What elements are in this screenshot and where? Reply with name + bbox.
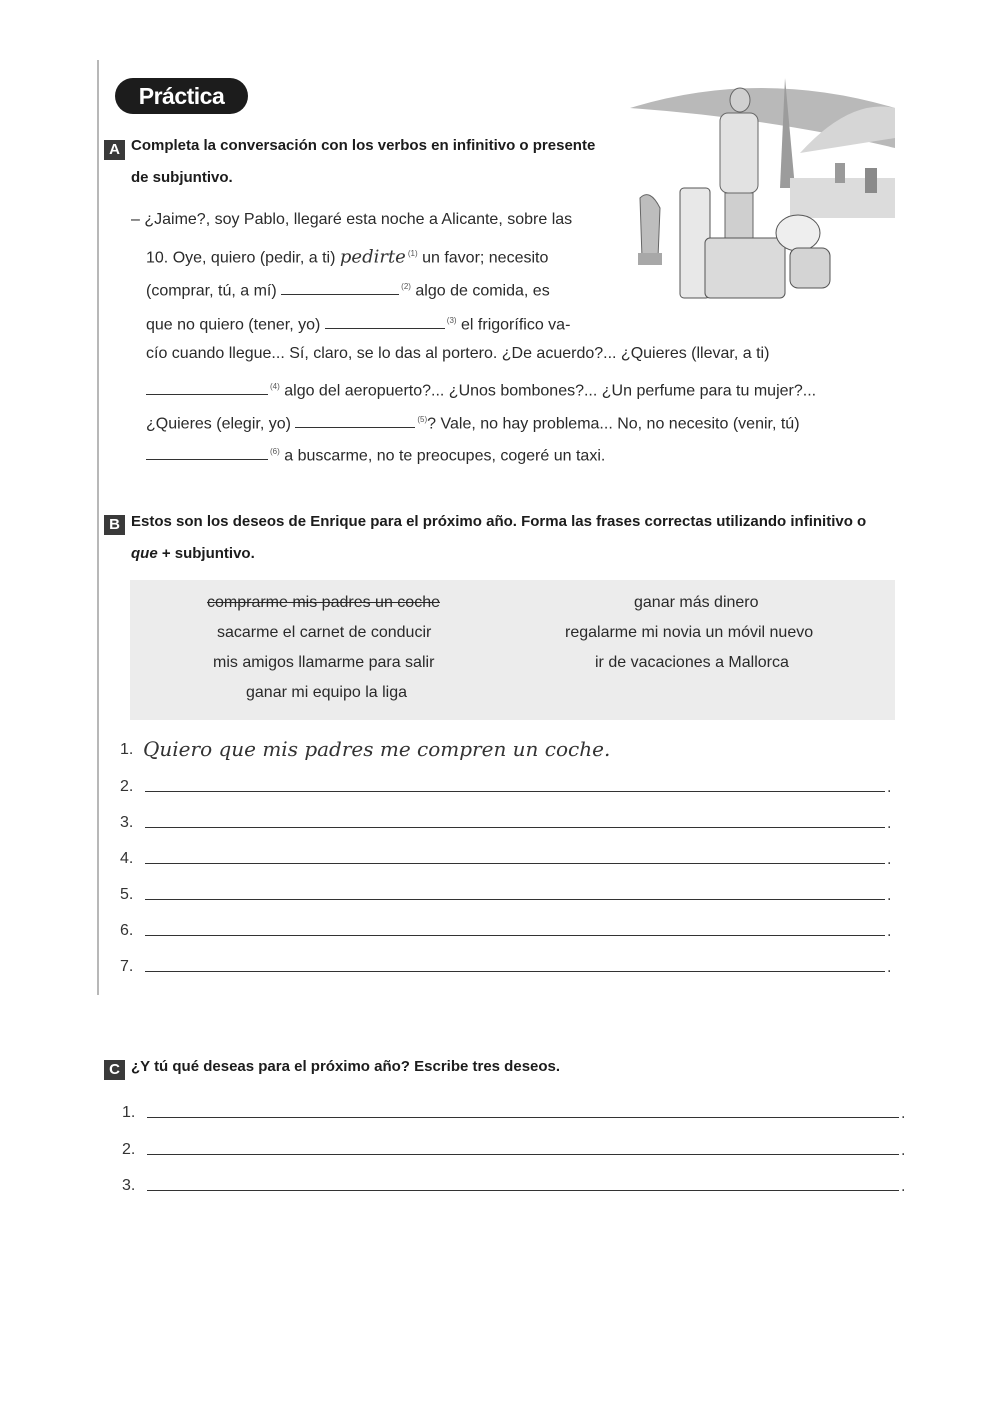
dialogue-text: algo del aeropuerto?... ¿Unos bombones?... ¿Un perfume para tu mujer?... [284, 382, 817, 400]
item-number: 1. [122, 1104, 136, 1121]
item-number: 2. [120, 778, 134, 795]
dialogue-text: algo de comida, es [415, 282, 550, 300]
section-c-badge: C [104, 1060, 125, 1080]
option: mis amigos llamarme para salir [213, 654, 435, 671]
line-end-dot: . [901, 1106, 906, 1122]
answer-line[interactable] [145, 791, 885, 792]
blank-number-4: (4) [270, 382, 280, 391]
line-end-dot: . [901, 1179, 906, 1195]
item-number: 7. [120, 958, 134, 975]
handwritten-answer-1: pedirte [339, 246, 406, 268]
item-number: 3. [120, 814, 134, 831]
line-end-dot: . [887, 960, 892, 976]
dialogue-line-4 [146, 310, 570, 336]
option: ganar mi equipo la liga [246, 684, 407, 701]
dialogue-text: el frigorífico va- [461, 316, 571, 334]
option: ganar más dinero [634, 594, 759, 611]
answer-line[interactable] [145, 899, 885, 900]
que-word: que [131, 545, 158, 562]
section-b-badge: B [104, 515, 125, 535]
line-end-dot: . [887, 780, 892, 796]
dialogue-text: a buscarme, no te preocupes, cogeré un taxi. [284, 447, 606, 465]
answer-line[interactable] [145, 971, 885, 972]
answer-line[interactable] [145, 935, 885, 936]
item-number: 4. [120, 850, 134, 867]
item-number: 2. [122, 1141, 136, 1158]
section-a-instruction [131, 130, 595, 194]
dialogue-line-2 [146, 243, 548, 269]
dialogue-line-6 [146, 376, 816, 402]
dialogue-line-1: – ¿Jaime?, soy Pablo, llegaré esta noche a Alicante, sobre las [131, 211, 573, 228]
blank-number-3: (3) [446, 316, 457, 325]
dialogue-line-7 [146, 409, 800, 435]
answer-line[interactable] [145, 827, 885, 828]
answer-line[interactable] [147, 1154, 899, 1155]
blank-number-6: (6) [270, 447, 280, 456]
answer-blank-3[interactable] [325, 314, 445, 329]
answer-blank-5[interactable] [295, 413, 415, 428]
item-number: 5. [120, 886, 134, 903]
section-a-instruction-line2: de subjuntivo. [131, 169, 233, 186]
section-b-instruction-line2 [131, 538, 866, 570]
line-end-dot: . [901, 1143, 906, 1159]
dialogue-text: que no quiero (tener, yo) [146, 316, 321, 334]
dialogue-text: ? Vale, no hay problema... No, no necesito (venir, tú) [427, 415, 800, 433]
dialogue-text: 10. Oye, quiero (pedir, a ti) [146, 249, 336, 267]
option: ir de vacaciones a Mallorca [595, 654, 789, 671]
margin-rule [97, 60, 99, 995]
option-used: comprarme mis padres un coche [207, 594, 440, 611]
dialogue-line-8 [146, 441, 605, 467]
line-end-dot: . [887, 852, 892, 868]
dialogue-text: ¿Quieres (elegir, yo) [146, 415, 291, 433]
dialogue-text: un favor; necesito [422, 249, 549, 267]
section-a-instruction-line1: Completa la conversación con los verbos en infinitivo o presente [131, 137, 596, 154]
answer-line[interactable] [147, 1117, 899, 1118]
item-number: 6. [120, 922, 134, 939]
blank-number-2: (2) [401, 282, 411, 291]
blank-number-1: (1) [407, 249, 418, 258]
line-end-dot: . [887, 816, 892, 832]
item-number: 1. [120, 741, 134, 758]
answer-blank-4[interactable] [146, 380, 268, 395]
line-end-dot: . [887, 924, 892, 940]
example-answer: Quiero que mis padres me compren un coche. [143, 737, 611, 761]
section-b-instruction-line1: Estos son los deseos de Enrique para el próximo año. Forma las frases correctas utilizando infinitivo o [131, 513, 867, 530]
page-title: Práctica [115, 78, 248, 114]
answer-line[interactable] [147, 1190, 899, 1191]
section-c-instruction: ¿Y tú qué deseas para el próximo año? Escribe tres deseos. [131, 1058, 561, 1075]
option: sacarme el carnet de conducir [217, 624, 432, 641]
section-a-badge: A [104, 140, 125, 160]
section-b-instruction [131, 506, 866, 570]
traveler-illustration [620, 78, 895, 303]
option: regalarme mi novia un móvil nuevo [565, 624, 814, 641]
answer-line[interactable] [145, 863, 885, 864]
blank-number-5: (5) [417, 415, 428, 424]
dialogue-text: (comprar, tú, a mí) [146, 282, 277, 300]
dialogue-line-5: cío cuando llegue... Sí, claro, se lo das al portero. ¿De acuerdo?... ¿Quieres (llevar, a ti) [146, 345, 770, 362]
instruction-rest: + subjuntivo. [157, 545, 255, 562]
answer-blank-2[interactable] [281, 280, 399, 295]
answer-blank-6[interactable] [146, 445, 268, 460]
item-number: 3. [122, 1177, 136, 1194]
line-end-dot: . [887, 888, 892, 904]
dialogue-line-3 [146, 276, 550, 302]
